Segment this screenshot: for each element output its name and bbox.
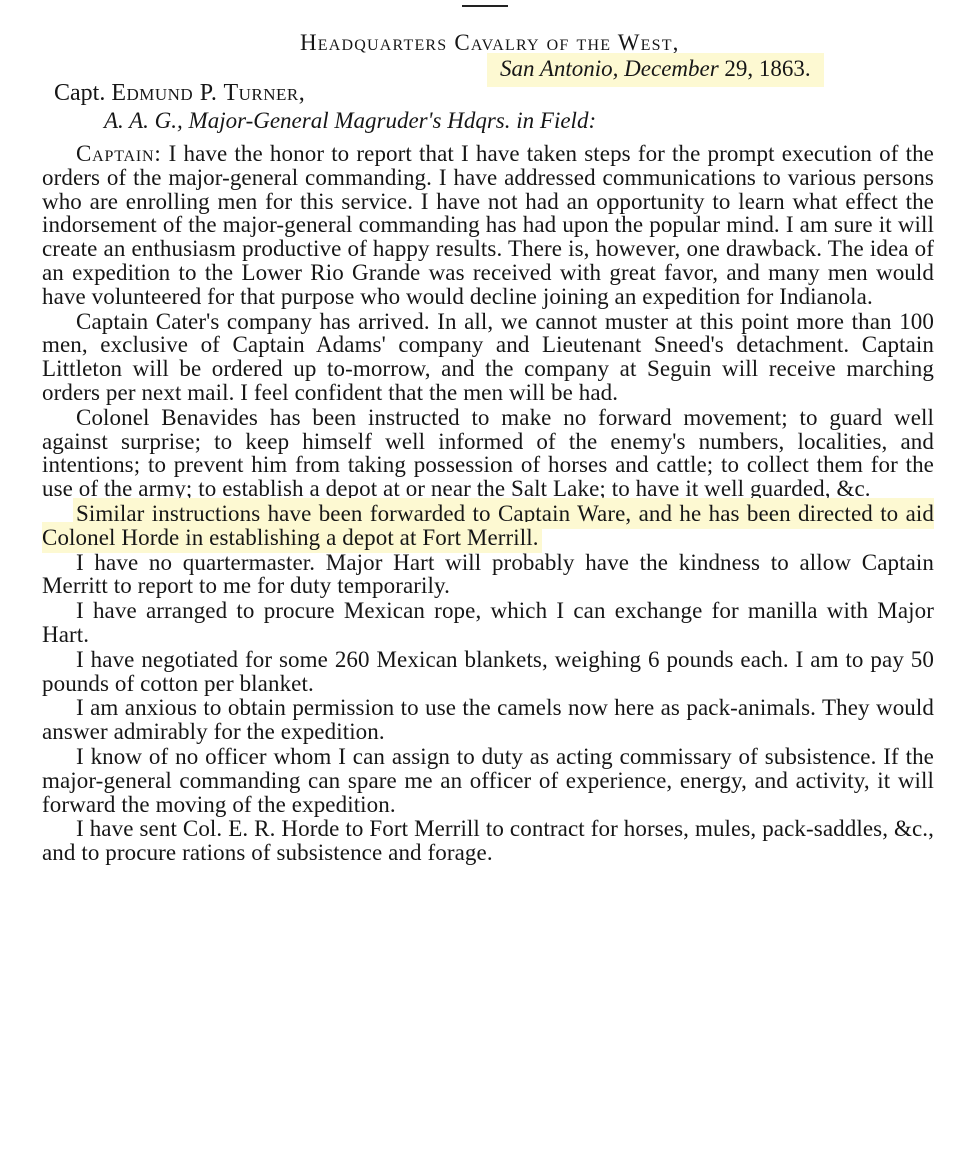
dateline-date: 29, 1863. xyxy=(718,56,811,81)
paragraph-4 xyxy=(42,502,934,550)
addressee-prefix: Capt. xyxy=(54,80,112,106)
top-rule xyxy=(462,5,508,7)
paragraph-8: I am anxious to obtain permission to use the camels now here as pack-animals. They would answer admirably for the expedition. xyxy=(42,695,934,745)
letter-body xyxy=(42,142,934,865)
paragraph-6: I have arranged to procure Mexican rope, which I can exchange for manilla with Major Hart. xyxy=(42,598,934,647)
dateline xyxy=(490,56,821,84)
paragraph-1 xyxy=(42,142,934,309)
dateline-place: San Antonio, December xyxy=(500,56,719,81)
letter-heading: Headquarters Cavalry of the West, xyxy=(300,30,680,55)
addressee-line xyxy=(54,80,305,107)
addressee-title: A. A. G., Major-General Magruder's Hdqrs. in Field: xyxy=(104,108,597,133)
paragraph-3: Colonel Benavides has been instructed to make no forward movement; to guard well against surprise; to keep himself well informed of the enemy's numbers, localities, and intentions; to prevent him from taking possession of horses and cattle; to collect them for the use of the army; to establish a depot at or near the Salt Lake; to have it well guarded, &c. xyxy=(42,404,934,502)
paragraph-1-text: I have the honor to report that I have taken steps for the prompt execution of the orders of the major-general commanding. I have addressed communications to various persons who are enrolling men for this service. I have not had an opportunity to learn what effect the indorsement of the major-general commanding has had upon the popular mind. I am sure it will create an enthusiasm productive of happy results. There is, however, one drawback. The idea of an expedition to the Lower Rio Grande was received with great favor, and many men would have volunteered for that purpose who would decline joining an expedition for Indianola. xyxy=(42,141,934,309)
paragraph-9: I know of no officer whom I can assign to duty as acting commissary of subsistence. If the major-general commanding can spare me an officer of experience, energy, and activity, it will forward the moving of the expedition. xyxy=(42,743,934,817)
paragraph-2: Captain Cater's company has arrived. In all, we cannot muster at this point more than 100 men, exclusive of Captain Adams' company and Lieutenant Sneed's detachment. Captain Littleton will be ordered up to-morrow, and the company at Seguin will receive marching orders per next mail. I feel confident that the men will be had. xyxy=(42,308,934,405)
paragraph-7: I have negotiated for some 260 Mexican blankets, weighing 6 pounds each. I am to pay 50 pounds of cotton per blanket. xyxy=(42,646,934,696)
paragraph-5: I have no quartermaster. Major Hart will probably have the kindness to allow Captain Merritt to report to me for duty temporarily. xyxy=(42,549,934,599)
paragraph-10: I have sent Col. E. R. Horde to Fort Merrill to contract for horses, mules, pack-saddles, &c., and to procure rations of subsistence and forage. xyxy=(42,816,934,866)
highlighted-passage: Similar instructions have been forwarded to Captain Ware, and he has been directed to aid Colonel Horde in establishing a depot at Fort Merrill. xyxy=(42,500,934,550)
addressee-name: Edmund P. Turner, xyxy=(111,80,306,106)
salutation: Captain: xyxy=(76,141,162,166)
